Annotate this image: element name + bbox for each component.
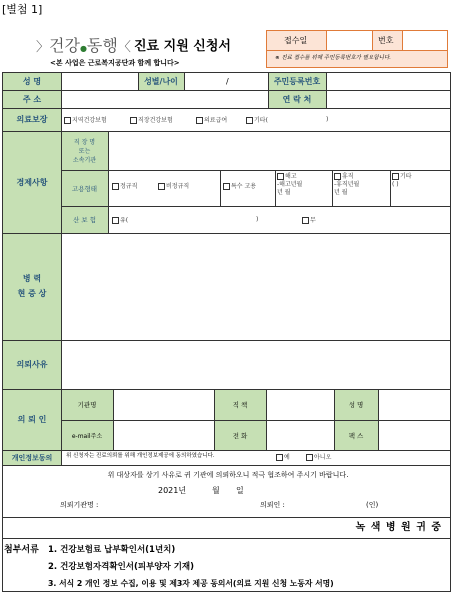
request-statement: 위 대상자를 상기 사유로 귀 기관에 의뢰하오니 적극 협조하여 주시기 바랍니다. — [107, 471, 349, 479]
consent-text: 위 신청자는 진료의뢰를 위해 개인정보제공에 동의하였습니다. — [66, 453, 215, 459]
contact-field[interactable] — [327, 91, 449, 107]
annex-label: [별첨 1] — [2, 3, 43, 16]
request-year: 2021년 — [158, 486, 187, 495]
logo-leaf-icon: ● — [79, 44, 87, 53]
workplace-field[interactable] — [109, 132, 449, 169]
rrn-label: 주민등록번호 — [273, 77, 321, 86]
referral-reason-field[interactable] — [62, 341, 449, 388]
retirement-option[interactable]: 휴직 -휴직년월 년 월 — [334, 173, 360, 196]
insurance-other-close: ) — [326, 116, 329, 123]
industrial-insurance-no[interactable]: 무 — [302, 217, 316, 224]
attachments-label: 첨부서류 — [4, 545, 39, 555]
request-month: 월 — [212, 486, 220, 495]
insurance-label: 의료보장 — [16, 115, 48, 124]
gender-age-field[interactable]: / — [226, 77, 229, 86]
employment-option-special[interactable]: 특수 고용 — [223, 183, 256, 190]
gender-age-label: 성별/나이 — [144, 77, 178, 86]
industrial-insurance-label: 산 보 험 — [73, 216, 96, 224]
name-field[interactable] — [62, 74, 137, 89]
receipt-number-label: 번호 — [378, 36, 394, 45]
referrer-fax-label: 팩 스 — [348, 431, 364, 440]
referrer-name-field[interactable] — [379, 390, 449, 419]
checkbox-icon — [302, 217, 309, 224]
referrer-position-label: 직 책 — [232, 401, 248, 409]
referrer-position-field[interactable] — [267, 390, 333, 419]
checkbox-icon — [277, 173, 284, 180]
logo-text-right: 동행 — [86, 36, 118, 55]
receipt-date-label: 접수일 — [284, 36, 308, 45]
insurance-option-medical-aid[interactable]: 의료급여 — [196, 117, 227, 124]
referral-reason-label: 의뢰사유 — [16, 360, 48, 369]
workplace-label: 직 장 명 또는 소속기관 — [72, 139, 97, 164]
checkbox-icon — [112, 217, 119, 224]
receipt-number-field[interactable] — [403, 31, 447, 50]
consent-no-option[interactable]: 아니오 — [306, 454, 331, 461]
checkbox-icon — [306, 454, 313, 461]
referrer-label: 의 뢰 인 — [17, 415, 47, 424]
logo-bracket-icon: 〈 — [117, 40, 131, 55]
employment-label: 고용형태 — [71, 184, 98, 193]
checkbox-icon — [196, 117, 203, 124]
attachment-item: 3. 서식 2 개인 정보 수집, 이용 및 제3자 제공 동의서(의료 지원 신청 노동자 서명) — [48, 579, 334, 588]
referrer-fax-field[interactable] — [379, 421, 449, 449]
referrer-email-field[interactable] — [114, 421, 213, 449]
logo-text-left: 건강 — [49, 36, 80, 55]
referrer-phone-field[interactable] — [267, 421, 333, 449]
checkbox-icon — [392, 173, 399, 180]
industrial-insurance-yes-close: ) — [256, 216, 259, 223]
referrer-name-label: 성 명 — [348, 401, 364, 409]
contact-label: 연 락 처 — [282, 94, 312, 104]
checkbox-icon — [130, 117, 137, 124]
recipient: 녹 색 병 원 귀 중 — [355, 522, 442, 533]
consent-label: 개인정보동의 — [11, 453, 53, 462]
insurance-option-workplace[interactable]: 직장건강보험 — [130, 117, 173, 124]
logo — [36, 38, 131, 54]
checkbox-icon — [223, 183, 230, 190]
referrer-phone-label: 전 화 — [232, 431, 248, 440]
insurance-option-other[interactable]: 기타( — [246, 117, 268, 124]
rrn-field[interactable] — [327, 74, 449, 89]
attachment-item: 1. 건강보험료 납부확인서(1년치) — [48, 545, 176, 555]
attachment-item: 2. 건강보험자격확인서(피부양자 기재) — [48, 562, 194, 572]
industrial-insurance-yes[interactable]: 유( — [112, 217, 128, 224]
other-employment-option[interactable]: 기타 ( ) — [392, 173, 412, 188]
request-requester-label: 의뢰인 : — [260, 501, 285, 509]
checkbox-icon — [112, 183, 119, 190]
medical-history-label: 병 력 현 증 상 — [17, 274, 47, 298]
checkbox-icon — [64, 117, 71, 124]
form-title: 진료 지원 신청서 — [134, 39, 231, 54]
address-label: 주 소 — [22, 94, 42, 104]
insurance-option-regional[interactable]: 지역건강보험 — [64, 117, 107, 124]
employment-option-irregular[interactable]: 비정규직 — [158, 183, 189, 190]
name-label: 성 명 — [22, 77, 42, 86]
form-subtitle: <본 사업은 근로복지공단과 함께 합니다> — [50, 59, 180, 67]
logo-bracket-icon: 〉 — [36, 40, 50, 55]
economic-label: 경제사항 — [16, 177, 48, 187]
medical-history-field[interactable] — [62, 234, 449, 339]
address-field[interactable] — [62, 91, 267, 107]
checkbox-icon — [276, 454, 283, 461]
checkbox-icon — [246, 117, 253, 124]
receipt-date-field[interactable] — [327, 31, 372, 50]
receipt-note: ※ 진료 접수를 위해 주민등록번호가 필요합니다. — [275, 55, 392, 61]
request-day: 일 — [236, 486, 244, 495]
request-seal: (인) — [366, 501, 379, 509]
checkbox-icon — [158, 183, 165, 190]
consent-yes-option[interactable]: 예 — [276, 454, 290, 461]
referrer-org-label: 기관명 — [77, 401, 97, 409]
employment-option-regular[interactable]: 정규직 — [112, 183, 137, 190]
referrer-org-field[interactable] — [114, 390, 213, 419]
request-org-label: 의뢰기관명 : — [60, 501, 99, 509]
referrer-email-label: e-mail주소 — [71, 432, 103, 440]
checkbox-icon — [334, 173, 341, 180]
dismissal-option[interactable]: 해고 -해고년월 년 월 — [277, 173, 303, 196]
